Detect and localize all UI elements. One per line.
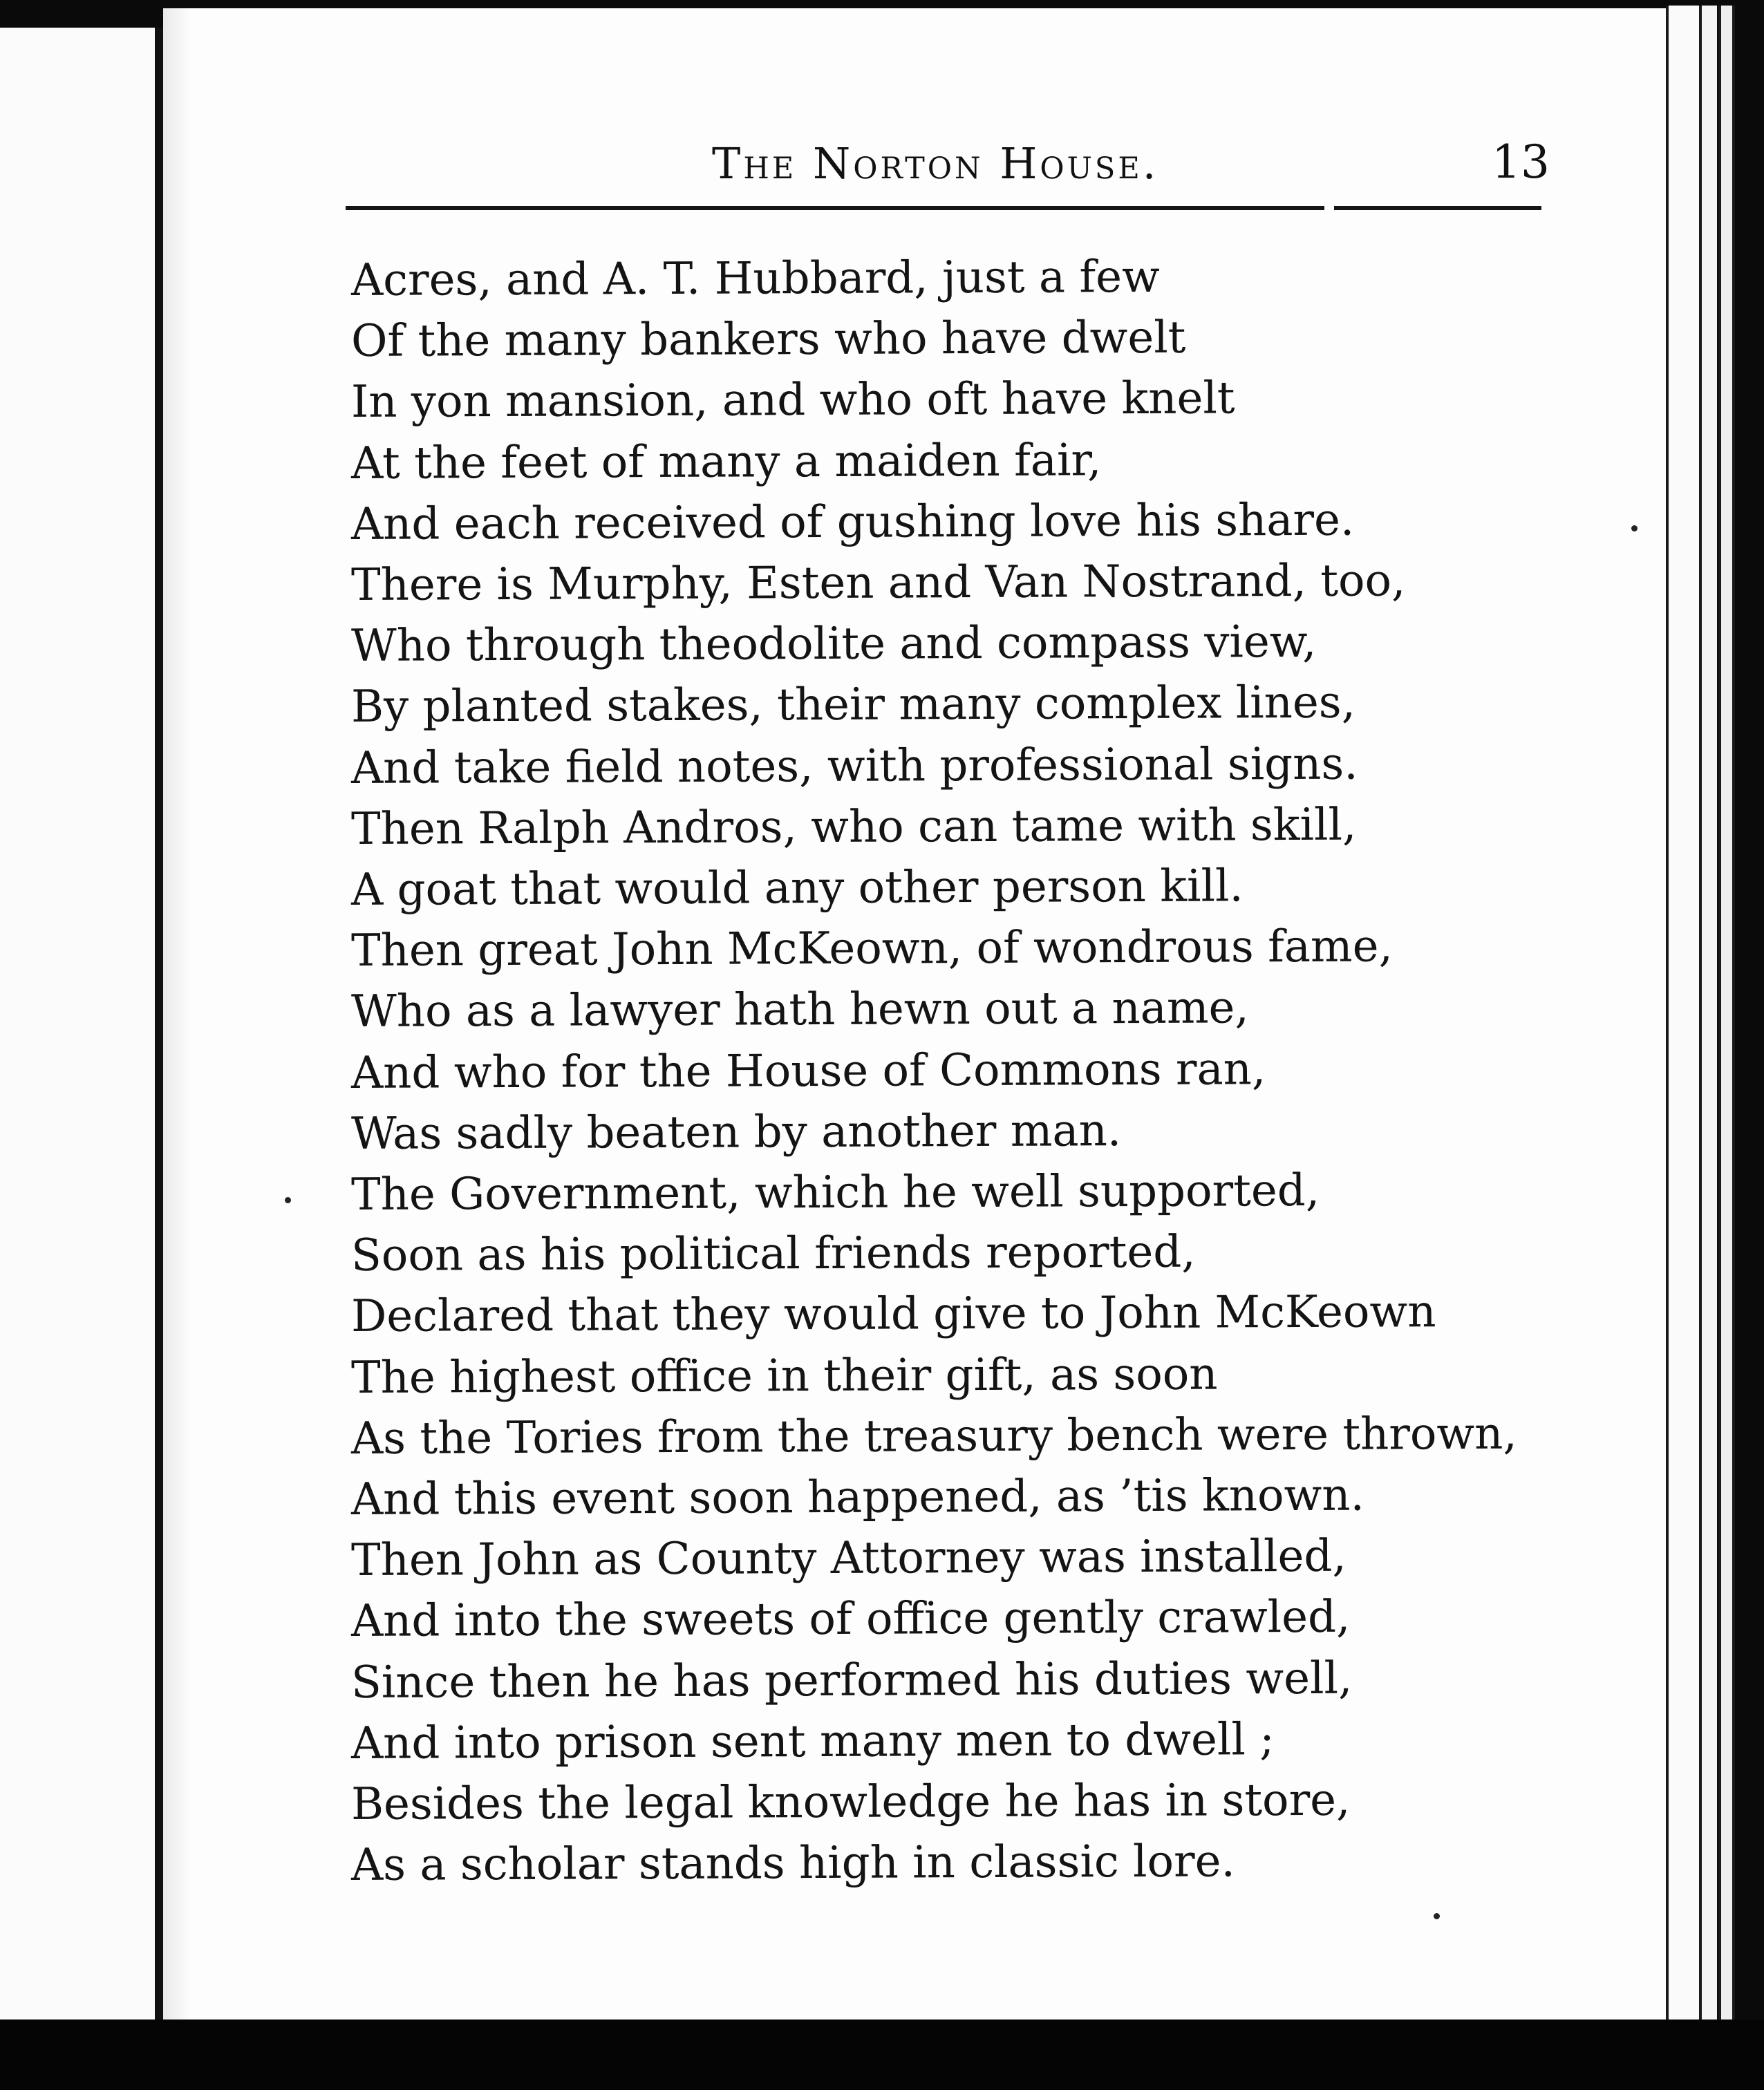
verse-line: And into the sweets of office gently crawled,	[350, 1592, 1351, 1648]
verse-line: As a scholar stands high in classic lore.	[350, 1836, 1236, 1892]
verse-line: Then great John McKeown, of wondrous fame,	[350, 921, 1394, 977]
verse-line: At the feet of many a maiden fair,	[350, 434, 1102, 489]
scan-speck	[285, 1197, 291, 1203]
verse-line: There is Murphy, Esten and Van Nostrand, too,	[350, 555, 1406, 612]
verse-line: By planted stakes, their many complex lines,	[350, 677, 1356, 733]
verse-line: Since then he has performed his duties well,	[350, 1653, 1353, 1708]
verse-line: The highest office in their gift, as soon	[350, 1348, 1218, 1404]
facing-page-sliver	[0, 28, 158, 2053]
page-number: 13	[1492, 135, 1550, 189]
header-rule-break	[1324, 205, 1334, 211]
verse-line: And into prison sent many men to dwell ;	[350, 1714, 1275, 1769]
verse-line: As the Tories from the treasury bench were thrown,	[350, 1408, 1517, 1465]
page-edge	[1721, 6, 1732, 2031]
verse-line: Besides the legal knowledge he has in store,	[350, 1774, 1351, 1831]
page-edge-line	[1699, 6, 1702, 2031]
page-edge	[1702, 6, 1717, 2031]
verse-line: The Government, which he well supported,	[350, 1165, 1320, 1221]
scan-speck	[1434, 1913, 1440, 1919]
page-edge-line	[1718, 6, 1721, 2031]
verse-body	[351, 250, 1568, 1896]
verse-line: Soon as his political friends reported,	[350, 1226, 1196, 1282]
verse-line: Who through theodolite and compass view,	[350, 616, 1317, 672]
verse-line: And take field notes, with professional signs.	[350, 738, 1358, 794]
verse-line: Was sadly beaten by another man.	[350, 1104, 1122, 1160]
verse-line: In yon mansion, and who oft have knelt	[350, 373, 1235, 429]
verse-line: A goat that would any other person kill.	[350, 860, 1244, 916]
verse-line: Then John as County Attorney was installed,	[350, 1530, 1347, 1587]
verse-line: Who as a lawyer hath hewn out a name,	[350, 982, 1249, 1038]
book-gutter	[155, 28, 163, 2053]
scan-bottom-border	[0, 2020, 1764, 2090]
verse-line: Acres, and A. T. Hubbard, just a few	[350, 251, 1160, 306]
running-title: The Norton House.	[712, 138, 1159, 189]
scan-speck	[1631, 525, 1638, 531]
verse-line: And each received of gushing love his share.	[350, 494, 1355, 550]
verse-line: Declared that they would give to John McKeown	[350, 1286, 1436, 1343]
verse-line: And this event soon happened, as ’tis known.	[350, 1469, 1365, 1526]
page-edge-line	[1732, 6, 1735, 2031]
verse-line: Of the many bankers who have dwelt	[350, 312, 1186, 368]
gutter-shadow	[163, 8, 191, 2020]
page-edge-line	[1666, 6, 1669, 2031]
page-edge	[1667, 6, 1699, 2031]
verse-line: And who for the House of Commons ran,	[350, 1043, 1266, 1099]
header-rule	[346, 206, 1541, 210]
verse-line: Then Ralph Andros, who can tame with skill,	[350, 799, 1357, 855]
